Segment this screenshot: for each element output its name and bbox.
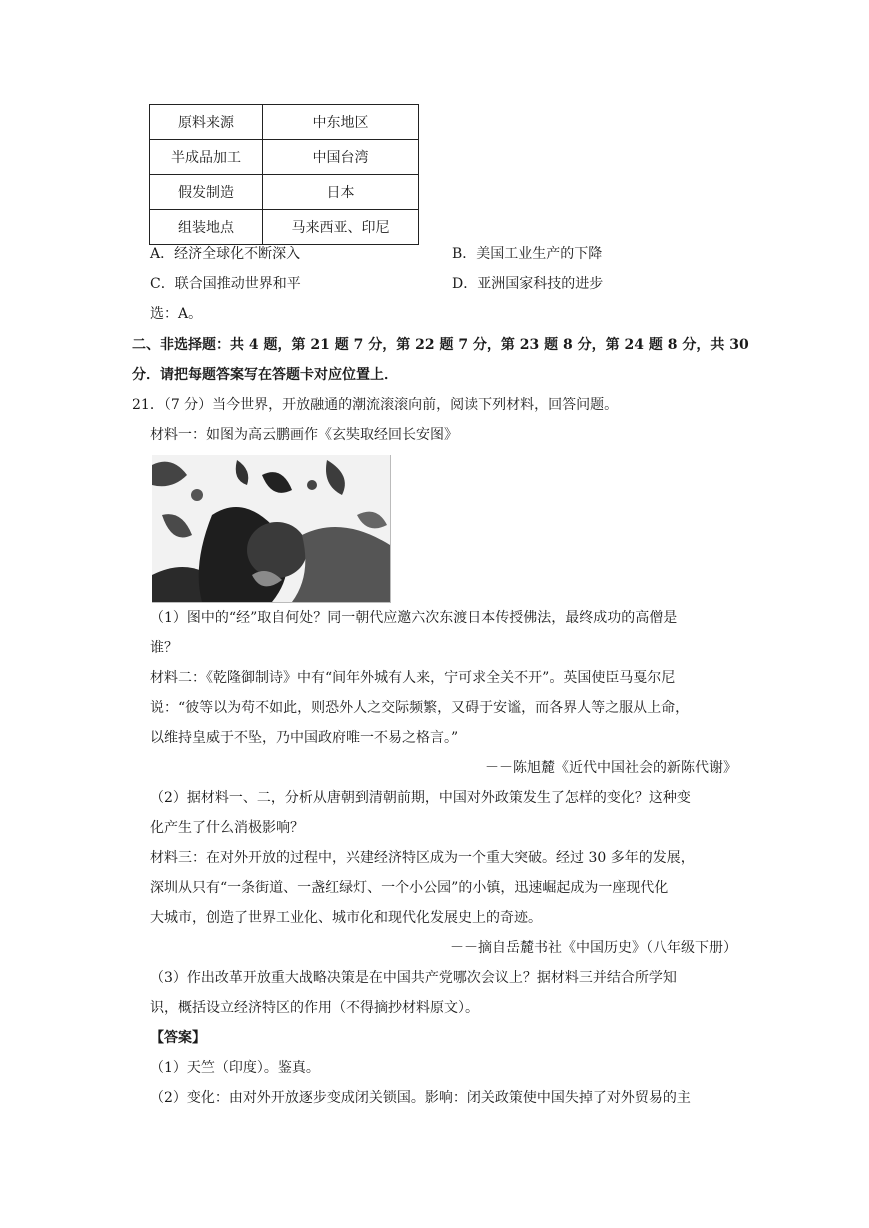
section-heading: 二、非选择题：共 4 题，第 21 题 7 分，第 22 题 7 分，第 23 题 8 分，第 24 题 8 分，共 30 (132, 337, 749, 353)
table-cell: 中东地区 (263, 105, 419, 140)
q21-part2-cont: 化产生了什么消极影响？ (150, 820, 304, 836)
material-2: 材料二：《乾隆御制诗》中有“间年外城有人来，宁可求全关不开”。英国使臣马戛尔尼 (150, 670, 676, 686)
table-row (150, 175, 419, 210)
material-2-line3: 以维持皇威于不坠，乃中国政府唯一不易之格言。” (150, 730, 459, 746)
option-a: A．经济全球化不断深入 (150, 246, 301, 262)
option-c: C．联合国推动世界和平 (150, 276, 301, 292)
answer-heading: 【答案】 (150, 1030, 206, 1046)
material-2-line2: 说：“彼等以为苟不如此，则恐外人之交际频繁，又碍于安谧，而各界人等之服从上命， (150, 700, 690, 716)
option-d: D．亚洲国家科技的进步 (452, 276, 604, 292)
q21-part3: （3）作出改革开放重大战略决策是在中国共产党哪次会议上？据材料三并结合所学知 (150, 970, 677, 986)
q21-part1: （1）图中的“经”取自何处？同一朝代应邀六次东渡日本传授佛法，最终成功的高僧是 (150, 610, 678, 626)
painting-image (152, 455, 391, 603)
q21-part1-cont: 谁？ (150, 640, 178, 656)
answer-line: 选：A。 (150, 306, 203, 322)
option-b: B．美国工业生产的下降 (452, 246, 603, 262)
material-3-source: －－摘自岳麓书社《中国历史》（八年级下册） (450, 940, 737, 956)
material-3-line2: 深圳从只有“一条街道、一盏红绿灯、一个小公园”的小镇，迅速崛起成为一座现代化 (150, 880, 669, 896)
table-cell: 马来西亚、印尼 (263, 210, 419, 245)
production-table (149, 104, 419, 245)
q21-part2: （2）据材料一、二，分析从唐朝到清朝前期，中国对外政策发生了怎样的变化？这种变 (150, 790, 691, 806)
material-2-source: －－陈旭麓《近代中国社会的新陈代谢》 (485, 760, 737, 776)
section-heading-cont: 分．请把每题答案写在答题卡对应位置上． (132, 367, 398, 383)
table-row (150, 105, 419, 140)
answer-2: （2）变化：由对外开放逐步变成闭关锁国。影响：闭关政策使中国失掉了对外贸易的主 (150, 1090, 691, 1106)
table-cell: 半成品加工 (150, 140, 263, 175)
question-stem: 21．（7 分）当今世界，开放融通的潮流滚滚向前，阅读下列材料，回答问题。 (132, 397, 619, 413)
table-row (150, 210, 419, 245)
table-row (150, 140, 419, 175)
material-3-line3: 大城市，创造了世界工业化、城市化和现代化发展史上的奇迹。 (150, 910, 542, 926)
answer-1: （1）天竺（印度）。鉴真。 (150, 1060, 320, 1076)
material-3: 材料三：在对外开放的过程中，兴建经济特区成为一个重大突破。经过 30 多年的发展， (150, 850, 695, 866)
table-cell: 组装地点 (150, 210, 263, 245)
table-cell: 原料来源 (150, 105, 263, 140)
q21-part3-cont: 识，概括设立经济特区的作用（不得摘抄材料原文）。 (150, 1000, 479, 1016)
table-cell: 日本 (263, 175, 419, 210)
material-1: 材料一：如图为高云鹏画作《玄奘取经回长安图》 (150, 427, 458, 443)
table-cell: 假发制造 (150, 175, 263, 210)
table-cell: 中国台湾 (263, 140, 419, 175)
